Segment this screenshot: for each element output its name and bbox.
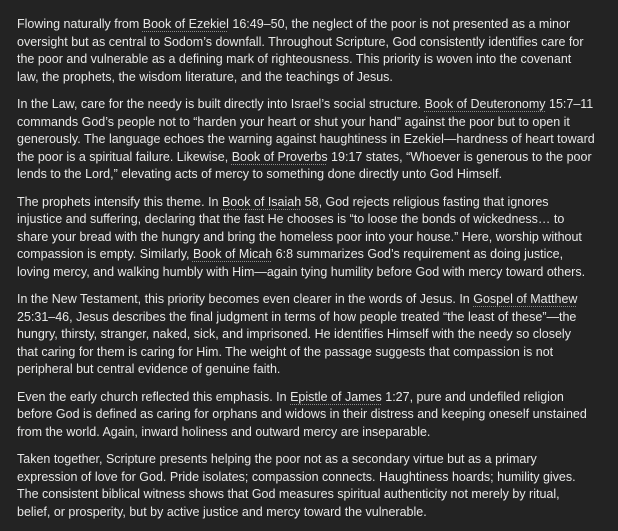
paragraph <box>17 96 595 184</box>
text-run: 16:49–50, the neglect of the poor is not presented as a minor oversight but as central to Sodom’s downfall. Throughout Scripture, God consistently identifies care for the poor and vulnerable as a defining mark of righteousness. This priority is woven into the covenant law, the prophets, the wisdom literature, and the teachings of Jesus. <box>17 17 584 84</box>
reference-link[interactable]: Book of Ezekiel <box>142 17 229 31</box>
reference-link[interactable]: Book of Deuteronomy <box>424 97 546 111</box>
text-run: 6:8 summarizes God’s requirement as doing justice, loving mercy, and walking humbly with Him—again tying humility before God with mercy toward others. <box>17 247 586 279</box>
text-run: 15:7–11 commands God’s people not to “harden your heart or shut your hand” against the poor but to open it generously. The language echoes the warning against haughtiness in Ezekiel—hardness of heart toward the poor is a spiritual failure. Likewise, <box>17 97 595 164</box>
text-run: 19:17 states, “Whoever is generous to the poor lends to the Lord,” elevating acts of mercy to something done directly unto God Himself. <box>17 149 592 181</box>
text-run: 25:31–46, Jesus describes the final judgment in terms of how people treated “the least of these”—the hungry, thirsty, stranger, naked, sick, and imprisoned. He identifies Himself with the needy so closely that caring for them is caring for Him. The weight of the passage suggests that compassion is not peripheral but central evidence of genuine faith. <box>17 309 577 376</box>
reference-link[interactable]: Epistle of James <box>290 389 382 404</box>
paragraph <box>17 451 595 521</box>
text-run: In the New Testament, this priority becomes even clearer in the words of Jesus. In <box>17 292 474 306</box>
text-run: The prophets intensify this theme. In <box>17 194 222 209</box>
paragraph <box>17 16 595 86</box>
text-run: Taken together, Scripture presents helping the poor not as a secondary virtue but as a primary expression of love for God. Pride isolates; compassion connects. Haughtiness hoards; humility gives. The consistent biblical witness shows that God measures spiritual authenticity not merely by ritual, belief, or prosperity, but by active justice and mercy toward the vulnerable. <box>17 452 576 519</box>
reference-link[interactable]: Gospel of Matthew <box>473 292 578 306</box>
text-run: Even the early church reflected this emphasis. In <box>17 389 291 404</box>
paragraph <box>17 194 595 282</box>
text-run: 58, God rejects religious fasting that ignores injustice and suffering, declaring that the fast He chooses is “to loose the bonds of wickedness… to share your bread with the hungry and bring the homeless poor into your house.” Here, worship without compassion is empty. Similarly, <box>17 194 582 261</box>
text-run: Flowing naturally from <box>17 17 143 31</box>
reference-link[interactable]: Book of Micah <box>192 247 273 261</box>
text-run: In the Law, care for the needy is built directly into Israel’s social structure. <box>17 97 425 111</box>
paragraph <box>17 291 595 379</box>
reference-link[interactable]: Book of Proverbs <box>231 149 328 164</box>
reference-link[interactable]: Book of Isaiah <box>221 194 302 209</box>
text-run: 1:27, pure and undefiled religion before God is defined as caring for orphans and widows in their distress and keeping oneself unstained from the world. Again, inward holiness and outward mercy are inseparable. <box>17 389 587 439</box>
paragraph <box>17 389 595 442</box>
